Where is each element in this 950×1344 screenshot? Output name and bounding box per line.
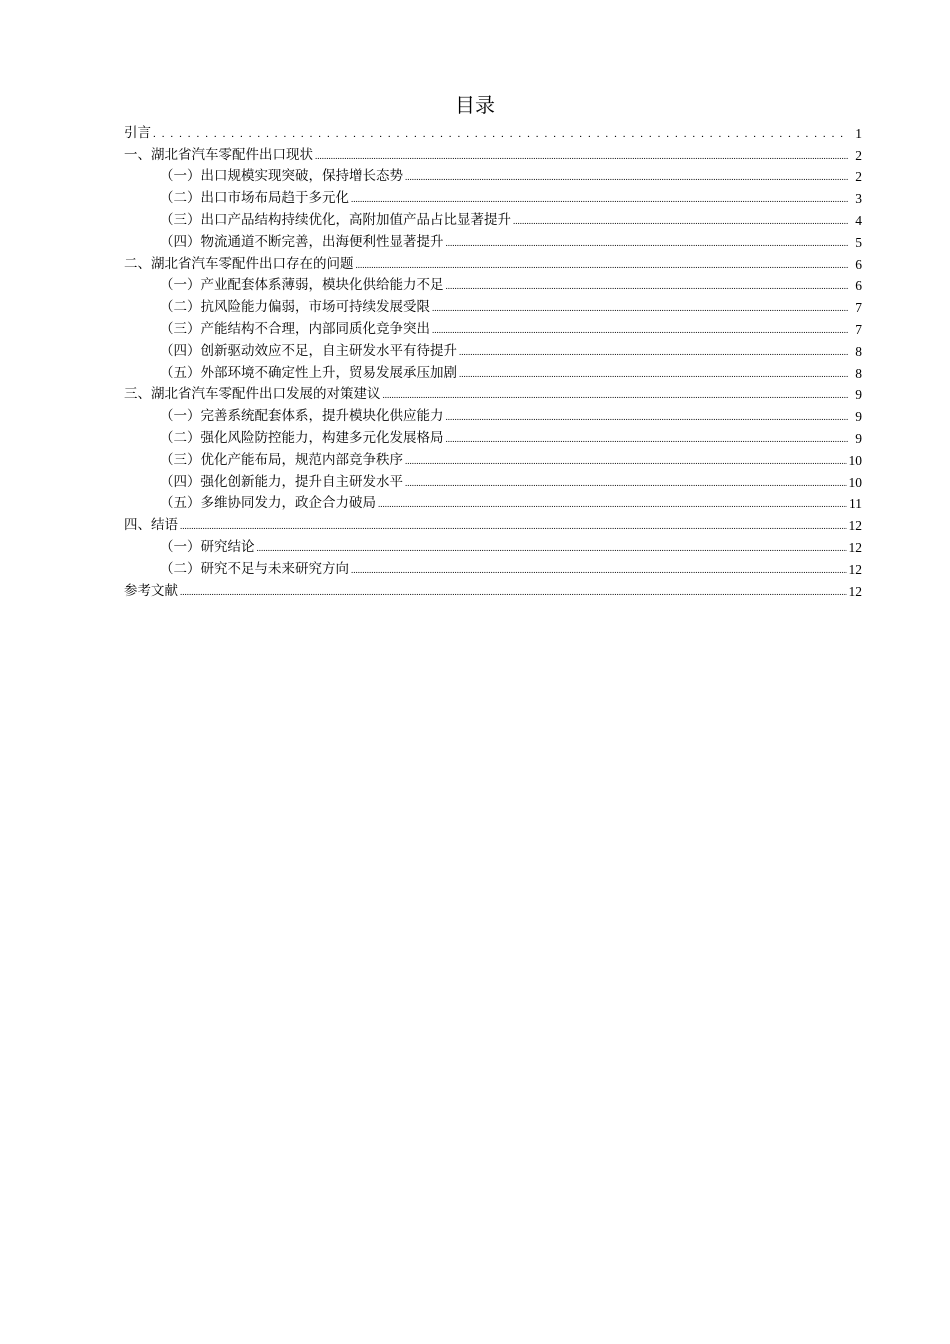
toc-entry-label: （四）创新驱动效应不足，自主研发水平有待提升	[160, 342, 457, 359]
toc-entry-page-number: 12	[848, 561, 862, 577]
toc-entry[interactable]	[124, 120, 862, 142]
toc-entry[interactable]	[124, 185, 862, 207]
toc-entry-label: 四、结语	[124, 517, 178, 534]
toc-entry[interactable]	[124, 338, 862, 360]
toc-entry-page-number: 8	[855, 343, 862, 359]
toc-entry[interactable]	[124, 491, 862, 513]
toc-entry[interactable]	[124, 142, 862, 164]
toc-entry-page-number: 6	[855, 278, 862, 294]
toc-title: 目录	[455, 93, 495, 117]
toc-entry-page-number: 2	[855, 169, 862, 185]
toc-entry[interactable]	[124, 164, 862, 186]
toc-entry[interactable]	[124, 294, 862, 316]
toc-dot-leader	[446, 277, 849, 294]
toc-entry-page-number: 4	[855, 212, 862, 228]
toc-entry-page-number: 2	[855, 147, 862, 163]
toc-dot-leader	[315, 147, 848, 164]
toc-entry[interactable]	[124, 382, 862, 404]
toc-dot-leader	[459, 343, 848, 360]
toc-entry-label: 一、湖北省汽车零配件出口现状	[124, 146, 313, 163]
toc-entry[interactable]	[124, 469, 862, 491]
toc-entry[interactable]	[124, 207, 862, 229]
toc-entry-label: 二、湖北省汽车零配件出口存在的问题	[124, 255, 354, 272]
toc-entry-label: （五）多维协同发力，政企合力破局	[160, 495, 376, 512]
toc-entry[interactable]	[124, 360, 862, 382]
toc-dot-leader	[356, 256, 849, 273]
toc-entry-label: 三、湖北省汽车零配件出口发展的对策建议	[124, 386, 381, 403]
toc-dot-leader	[405, 452, 847, 469]
toc-entry-label: （三）优化产能布局，规范内部竞争秩序	[160, 451, 403, 468]
toc-entry-page-number: 12	[848, 539, 862, 555]
toc-entry-page-number: 12	[848, 583, 862, 599]
toc-dot-leader	[383, 386, 849, 403]
toc-entry[interactable]	[124, 316, 862, 338]
toc-entry[interactable]	[124, 425, 862, 447]
toc-entry[interactable]	[124, 403, 862, 425]
toc-entry[interactable]	[124, 512, 862, 534]
toc-entry-page-number: 7	[855, 300, 862, 316]
toc-dot-leader	[405, 168, 848, 185]
toc-dot-leader	[180, 583, 847, 600]
toc-entry-page-number: 8	[855, 365, 862, 381]
toc-entry-page-number: 9	[855, 430, 862, 446]
toc-dot-leader	[351, 190, 848, 207]
toc-entry-label: （一）产业配套体系薄弱，模块化供给能力不足	[160, 277, 444, 294]
toc-entry-label: 引言	[124, 124, 151, 141]
toc-dot-leader	[459, 365, 848, 382]
toc-entry-label: （四）强化创新能力，提升自主研发水平	[160, 473, 403, 490]
toc-entry[interactable]	[124, 556, 862, 578]
toc-dot-leader	[180, 517, 847, 534]
toc-entry-page-number: 9	[855, 409, 862, 425]
toc-entry-label: （二）出口市场布局趋于多元化	[160, 190, 349, 207]
toc-entry[interactable]	[124, 251, 862, 273]
toc-dot-leader	[257, 539, 847, 556]
toc-dot-leader	[446, 234, 849, 251]
toc-entry-label: 参考文献	[124, 582, 178, 599]
toc-entry-page-number: 7	[855, 321, 862, 337]
toc-entry-label: （二）抗风险能力偏弱，市场可持续发展受限	[160, 299, 430, 316]
toc-dot-leader	[351, 561, 847, 578]
toc-entry-label: （二）强化风险防控能力，构建多元化发展格局	[160, 429, 444, 446]
toc-dot-leader	[446, 430, 849, 447]
toc-entry-page-number: 10	[848, 452, 862, 468]
toc-entry-page-number: 1	[855, 125, 862, 141]
toc-entry-page-number: 6	[855, 256, 862, 272]
toc-entry[interactable]	[124, 578, 862, 600]
toc-dot-leader	[446, 408, 849, 425]
toc-entry[interactable]	[124, 534, 862, 556]
toc-entry-page-number: 10	[848, 474, 862, 490]
toc-dot-leader	[378, 495, 847, 512]
toc-entry-page-number: 9	[855, 387, 862, 403]
toc-entry[interactable]	[124, 273, 862, 295]
toc-entry-page-number: 5	[855, 234, 862, 250]
toc-entry-label: （二）研究不足与未来研究方向	[160, 560, 349, 577]
toc-entry[interactable]	[124, 447, 862, 469]
toc-list	[124, 120, 862, 600]
toc-entry-label: （三）出口产品结构持续优化，高附加值产品占比显著提升	[160, 211, 511, 228]
toc-entry-label: （四）物流通道不断完善，出海便利性显著提升	[160, 233, 444, 250]
toc-dot-leader	[513, 212, 848, 229]
toc-dot-leader	[153, 125, 848, 142]
toc-entry-page-number: 12	[848, 518, 862, 534]
toc-entry-label: （一）研究结论	[160, 538, 255, 555]
toc-entry-label: （五）外部环境不确定性上升，贸易发展承压加剧	[160, 364, 457, 381]
toc-entry-label: （三）产能结构不合理，内部同质化竞争突出	[160, 320, 430, 337]
toc-entry-page-number: 3	[855, 191, 862, 207]
toc-dot-leader	[405, 474, 847, 491]
toc-entry-label: （一）出口规模实现突破，保持增长态势	[160, 168, 403, 185]
toc-dot-leader	[432, 299, 848, 316]
toc-dot-leader	[432, 321, 848, 338]
toc-entry-page-number: 11	[849, 496, 862, 512]
toc-entry[interactable]	[124, 229, 862, 251]
toc-entry-label: （一）完善系统配套体系，提升模块化供应能力	[160, 408, 444, 425]
